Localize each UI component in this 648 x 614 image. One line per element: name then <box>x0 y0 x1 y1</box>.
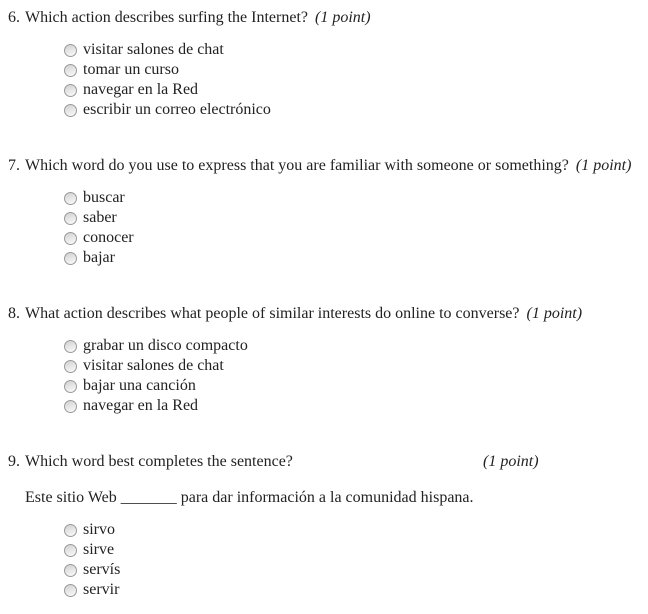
option-label: servís <box>83 561 121 578</box>
points-label: (1 point) <box>575 157 632 174</box>
answer-option <box>64 100 648 120</box>
points-label: (1 point) <box>526 305 583 322</box>
answer-option <box>64 188 648 208</box>
radio-button-icon[interactable] <box>64 360 77 373</box>
answer-option <box>64 60 648 80</box>
radio-button-icon[interactable] <box>64 104 77 117</box>
question-text: Which word best completes the sentence? <box>25 453 293 470</box>
question-block-7 <box>8 156 648 268</box>
question-number: 7. <box>8 157 20 174</box>
option-label: visitar salones de chat <box>83 41 224 58</box>
points-label: (1 point) <box>483 453 539 470</box>
radio-button-icon[interactable] <box>64 44 77 57</box>
radio-button-icon[interactable] <box>64 252 77 265</box>
answer-option <box>64 376 648 396</box>
question-number: 6. <box>8 9 20 26</box>
option-label: servir <box>83 581 120 598</box>
option-label: buscar <box>83 189 125 206</box>
question-number: 8. <box>8 305 20 322</box>
answer-option <box>64 396 648 416</box>
options-list <box>64 40 648 120</box>
radio-button-icon[interactable] <box>64 340 77 353</box>
option-label: navegar en la Red <box>83 397 199 414</box>
radio-button-icon[interactable] <box>64 564 77 577</box>
answer-option <box>64 520 648 540</box>
question-header <box>8 8 648 28</box>
answer-option <box>64 40 648 60</box>
answer-option <box>64 248 648 268</box>
option-label: visitar salones de chat <box>83 357 224 374</box>
radio-button-icon[interactable] <box>64 212 77 225</box>
question-header <box>8 304 648 324</box>
radio-button-icon[interactable] <box>64 84 77 97</box>
question-header <box>8 156 648 176</box>
radio-button-icon[interactable] <box>64 524 77 537</box>
option-label: escribir un correo electrónico <box>83 101 271 118</box>
option-label: bajar una canción <box>83 377 196 394</box>
radio-button-icon[interactable] <box>64 400 77 413</box>
answer-option <box>64 208 648 228</box>
radio-button-icon[interactable] <box>64 380 77 393</box>
radio-button-icon[interactable] <box>64 192 77 205</box>
question-text: Which action describes surfing the Internet? <box>25 9 308 26</box>
option-label: navegar en la Red <box>83 81 199 98</box>
option-label: bajar <box>83 249 115 266</box>
question-text: Which word do you use to express that you are familiar with someone or something? <box>25 157 569 174</box>
radio-button-icon[interactable] <box>64 584 77 597</box>
fill-in-sentence: Este sitio Web _______ para dar información a la comunidad hispana. <box>25 489 474 506</box>
answer-option <box>64 540 648 560</box>
points-label: (1 point) <box>315 9 371 26</box>
option-label: conocer <box>83 229 134 246</box>
question-block-9 <box>8 452 648 600</box>
answer-option <box>64 560 648 580</box>
radio-button-icon[interactable] <box>64 232 77 245</box>
question-block-8 <box>8 304 648 416</box>
question-header <box>8 452 648 472</box>
answer-option <box>64 580 648 600</box>
radio-button-icon[interactable] <box>64 64 77 77</box>
answer-option <box>64 356 648 376</box>
radio-button-icon[interactable] <box>64 544 77 557</box>
options-list <box>64 336 648 416</box>
option-label: tomar un curso <box>83 61 179 78</box>
answer-option <box>64 228 648 248</box>
options-list <box>64 520 648 600</box>
option-label: sirve <box>83 541 115 558</box>
option-label: sirvo <box>83 521 115 538</box>
question-number: 9. <box>8 453 20 470</box>
options-list <box>64 188 648 268</box>
answer-option <box>64 336 648 356</box>
question-block-6 <box>8 8 648 120</box>
option-label: saber <box>83 209 117 226</box>
answer-option <box>64 80 648 100</box>
question-text: What action describes what people of similar interests do online to converse? <box>25 305 520 322</box>
option-label: grabar un disco compacto <box>83 337 248 354</box>
